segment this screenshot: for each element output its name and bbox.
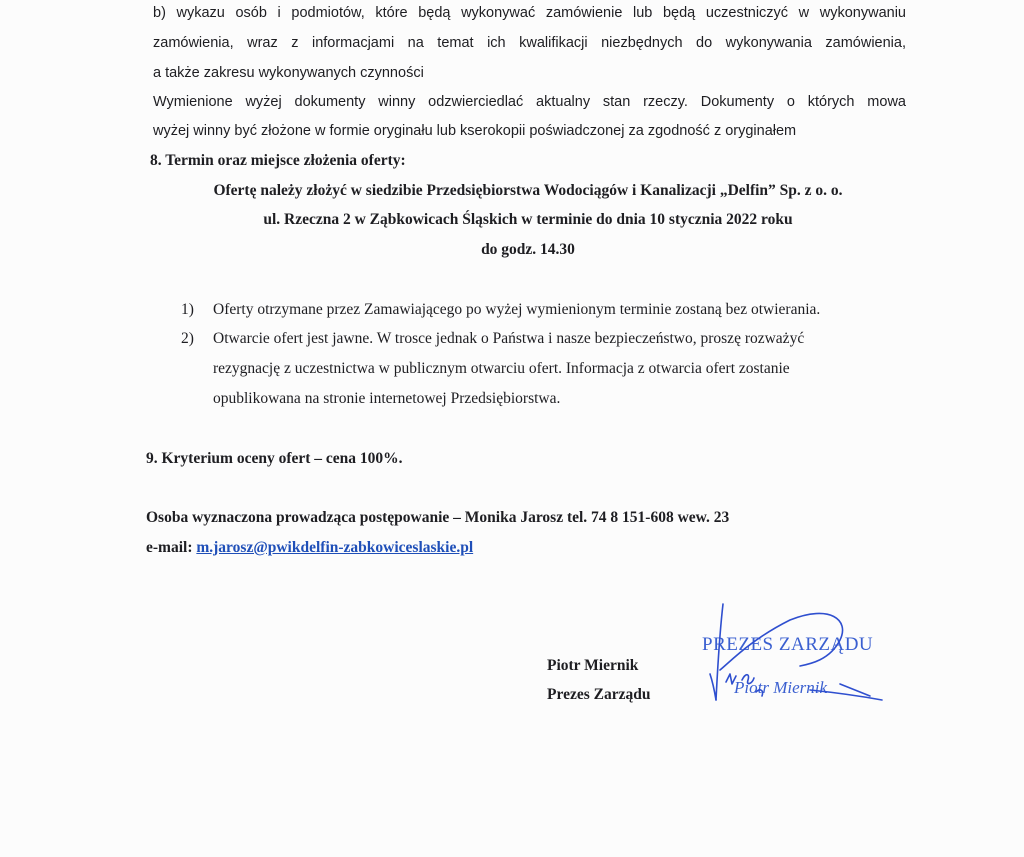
email-label: e-mail: — [146, 539, 193, 556]
list-item-1-number: 1) — [181, 301, 194, 318]
section-8-heading: 8. Termin oraz miejsce złożenia oferty: — [150, 152, 406, 169]
list-item-2-line-2: rezygnację z uczestnictwa w publicznym otwarciu ofert. Informacja z otwarcia ofert zostanie — [213, 360, 790, 377]
stamp-title: PREZES ZARZĄDU — [702, 634, 874, 655]
contact-person-line: Osoba wyznaczona prowadząca postępowanie – Monika Jarosz tel. 74 8 151-608 wew. 23 — [146, 509, 730, 526]
list-item-1-line-1: Oferty otrzymane przez Zamawiającego po wyżej wymienionym terminie zostaną bez otwierania. — [213, 301, 821, 318]
signatory-name: Piotr Miernik — [547, 657, 639, 674]
docs-note-line-2: wyżej winny być złożone w formie oryginału lub kserokopii poświadczonej za zgodność z oryginałem — [153, 123, 797, 139]
stamp-name: Piotr Miernik — [734, 678, 828, 697]
list-item-2-line-1: Otwarcie ofert jest jawne. W trosce jednak o Państwa i nasze bezpieczeństwo, proszę rozważyć — [213, 330, 805, 347]
email-line — [146, 538, 473, 558]
section-8-line-1: Ofertę należy złożyć w siedzibie Przedsiębiorstwa Wodociągów i Kanalizacji „Delfin” Sp. z o. o. — [213, 182, 843, 199]
para-b-line-2: zamówienia, wraz z informacjami na temat ich kwalifikacji niezbędnych do wykonywania zamówienia, — [153, 35, 906, 51]
section-8-line-2: ul. Rzeczna 2 w Ząbkowicach Śląskich w terminie do dnia 10 stycznia 2022 roku — [263, 211, 793, 228]
email-link[interactable]: m.jarosz@pwikdelfin-zabkowiceslaskie.pl — [196, 539, 474, 556]
section-9-criterion: 9. Kryterium oceny ofert – cena 100%. — [146, 450, 403, 467]
signatory-title: Prezes Zarządu — [547, 686, 651, 703]
section-8-line-3: do godz. 14.30 — [481, 241, 575, 258]
handwritten-signature — [690, 600, 900, 710]
list-item-2-line-3: opublikowana na stronie internetowej Przedsiębiorstwa. — [213, 390, 561, 407]
docs-note-line-1: Wymienione wyżej dokumenty winny odzwierciedlać aktualny stan rzeczy. Dokumenty o których mowa — [153, 94, 906, 110]
signature-stamp — [690, 600, 900, 710]
list-item-2-number: 2) — [181, 330, 194, 347]
para-b-line-3: a także zakresu wykonywanych czynności — [153, 65, 424, 81]
para-b-line-1: b) wykazu osób i podmiotów, które będą wykonywać zamówienie lub będą uczestniczyć w wykonywaniu — [153, 5, 906, 21]
